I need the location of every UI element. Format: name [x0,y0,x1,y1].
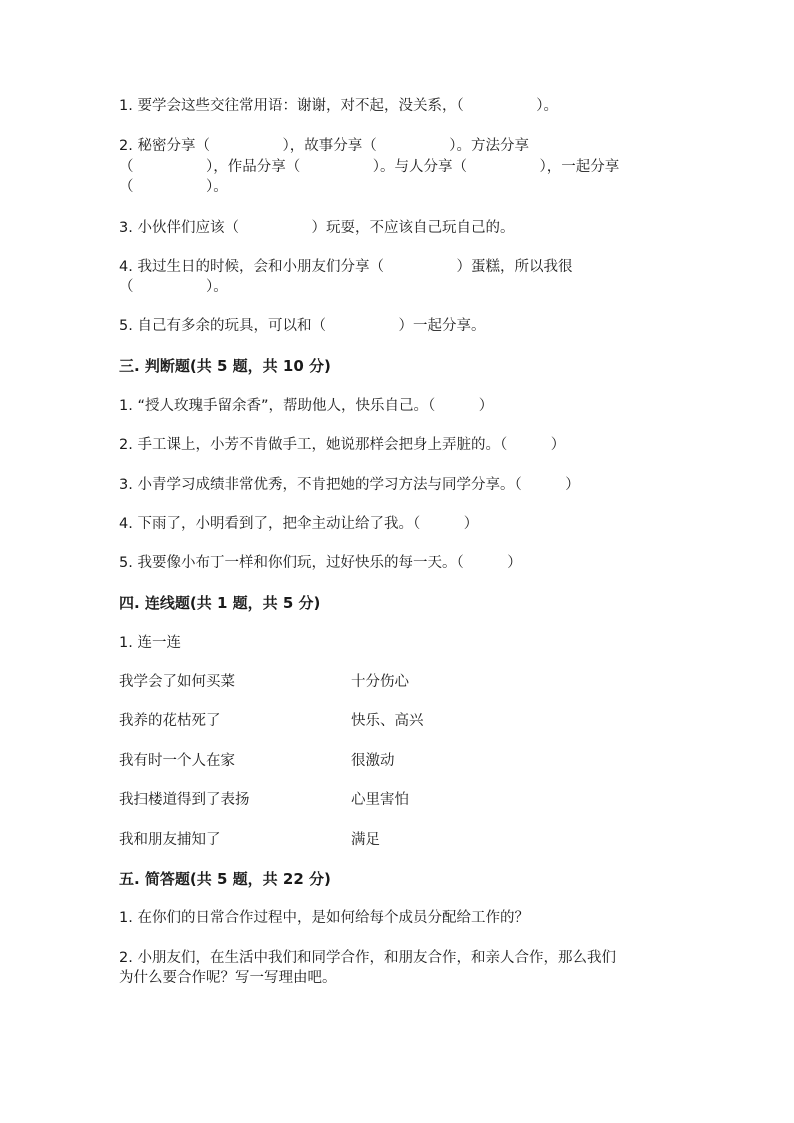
judge-item: 1. “授人玫瑰手留余香”，帮助他人，快乐自己。（ ） [119,398,494,414]
section-heading-judge: 三. 判断题(共 5 题，共 10 分) [119,357,331,375]
match-right-item: 十分伤心 [351,674,409,690]
fill-question-2-line-1: 2. 秘密分享（ ），故事分享（ ）。方法分享 [119,138,529,154]
judge-item: 4. 下雨了，小明看到了，把伞主动让给了我。（ ） [119,516,479,532]
fill-question-1: 1. 要学会这些交往常用语：谢谢，对不起，没关系，（ ）。 [119,98,558,114]
match-left-item: 我学会了如何买菜 [119,674,235,690]
short-question-2-line-2: 为什么要合作呢？写一写理由吧。 [119,970,337,986]
fill-question-4-line-2: （ ）。 [119,279,228,295]
fill-question-5: 5. 自己有多余的玩具，可以和（ ）一起分享。 [119,318,486,334]
match-right-item: 很激动 [351,753,395,769]
match-left-item: 我有时一个人在家 [119,753,235,769]
match-left-item: 我扫楼道得到了表扬 [119,792,250,808]
short-question-2-line-1: 2. 小朋友们，在生活中我们和同学合作，和朋友合作，和亲人合作，那么我们 [119,950,616,966]
judge-item: 5. 我要像小布丁一样和你们玩，过好快乐的每一天。（ ） [119,555,522,571]
match-prompt: 1. 连一连 [119,635,181,651]
section-heading-match: 四. 连线题(共 1 题，共 5 分) [119,594,321,612]
match-left-item: 我养的花枯死了 [119,713,221,729]
judge-item: 2. 手工课上，小芳不肯做手工，她说那样会把身上弄脏的。（ ） [119,437,566,453]
section-heading-short-answer: 五. 简答题(共 5 题，共 22 分) [119,870,331,888]
match-right-item: 心里害怕 [351,792,409,808]
short-question-1: 1. 在你们的日常合作过程中，是如何给每个成员分配给工作的？ [119,910,529,926]
fill-question-4-line-1: 4. 我过生日的时候，会和小朋友们分享（ ）蛋糕，所以我很 [119,259,573,275]
match-right-item: 满足 [351,832,380,848]
match-right-item: 快乐、高兴 [351,713,424,729]
fill-question-2-line-2: （ ），作品分享（ ）。与人分享（ ），一起分享 [119,159,620,175]
match-left-item: 我和朋友捕知了 [119,832,221,848]
fill-question-3: 3. 小伙伴们应该（ ）玩耍，不应该自己玩自己的。 [119,220,515,236]
fill-question-2-line-3: （ ）。 [119,179,228,195]
judge-item: 3. 小青学习成绩非常优秀，不肯把她的学习方法与同学分享。（ ） [119,477,580,493]
